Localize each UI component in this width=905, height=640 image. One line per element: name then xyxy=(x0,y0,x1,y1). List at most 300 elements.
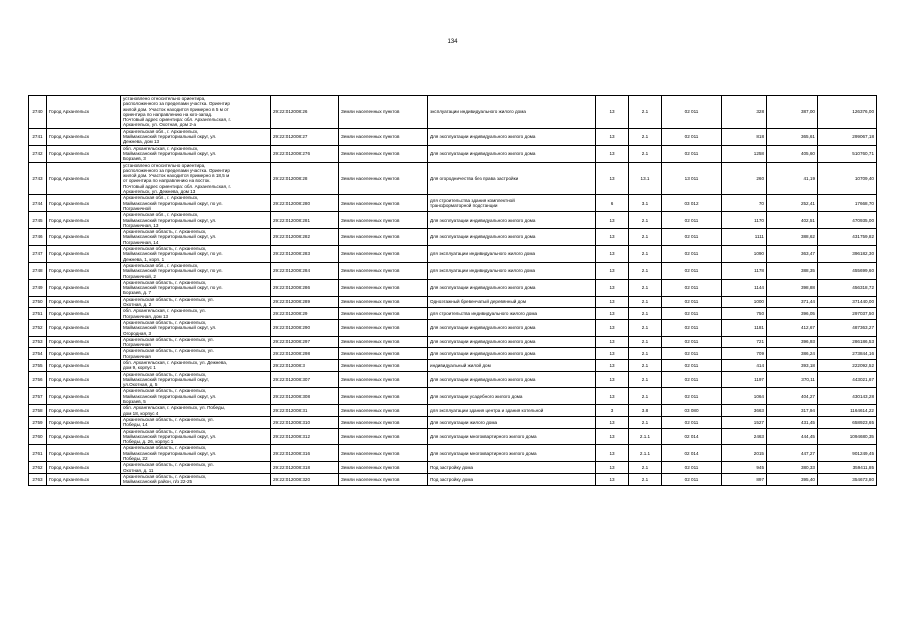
table-row xyxy=(29,445,877,462)
group-cell: 2.1 xyxy=(629,462,662,474)
table-row xyxy=(29,195,877,212)
address-line: Победы, д. 26, корпус 1 xyxy=(123,439,174,445)
specific-value-cell: 396,05 xyxy=(767,308,818,320)
kod-cell: 02 014 xyxy=(662,445,722,462)
specific-value-cell: 317,94 xyxy=(767,405,818,417)
address-cell xyxy=(121,246,271,263)
cadastral-value-cell: 299067,18 xyxy=(818,128,877,145)
land-category-cell: Земли населенных пунктов xyxy=(339,145,428,162)
address-cell xyxy=(121,371,271,388)
cadastral-number-cell: 29:22:012008:318 xyxy=(271,462,339,474)
kod-cell: 02 011 xyxy=(662,128,722,145)
address-line: дом 18, корпус 4 xyxy=(123,410,159,416)
specific-value-cell: 41,19 xyxy=(767,162,818,195)
kod-cell: 13 011 xyxy=(662,162,722,195)
cadastral-number-cell: 29:22:012008:298 xyxy=(271,348,339,360)
land-category-cell: Земли населенных пунктов xyxy=(339,319,428,336)
address-line: Архангельская обл., г. Архангельск, xyxy=(123,262,199,268)
locality-cell: Город Архангельск xyxy=(47,246,121,263)
permitted-use-cell: Под застройку дома xyxy=(428,473,596,485)
address-line: Победы, 14 xyxy=(123,422,148,428)
specific-value-cell: 363,47 xyxy=(767,246,818,263)
address-line: обл. Архангельская, г. Архангельск, ул. Победы, xyxy=(123,405,226,411)
specific-value-cell: 380,33 xyxy=(767,462,818,474)
land-category-cell: Земли населенных пунктов xyxy=(339,128,428,145)
cadastral-number-cell: 29:22:012008:282 xyxy=(271,229,339,246)
cadastral-value-cell: 17668,70 xyxy=(818,195,877,212)
address-line: Архангельская область, г. Архангельск, xyxy=(123,445,207,451)
locality-cell: Город Архангельск xyxy=(47,162,121,195)
use-code-cell: 13 xyxy=(596,348,629,360)
land-category-cell: Земли населенных пунктов xyxy=(339,416,428,428)
land-category-cell: Земли населенных пунктов xyxy=(339,296,428,308)
address-cell xyxy=(121,128,271,145)
specific-value-cell: 431,45 xyxy=(767,416,818,428)
cadastral-number-cell: 29:22:012008:308 xyxy=(271,388,339,405)
use-code-cell: 13 xyxy=(596,416,629,428)
table-row xyxy=(29,359,877,371)
permitted-use-cell: Для эксплуатации индивидуального жилого дома xyxy=(428,212,596,229)
address-line: Архангельская область, г. Архангельск, xyxy=(123,428,207,434)
address-line: дом 9, корпус 1 xyxy=(123,365,156,371)
group-cell: 3.8 xyxy=(629,405,662,417)
land-register-table xyxy=(28,95,877,486)
row-number: 2752 xyxy=(29,319,47,336)
locality-cell: Город Архангельск xyxy=(47,212,121,229)
address-cell xyxy=(121,359,271,371)
address-line: Почтовый адрес ориентира: обл. Архангельская, г. xyxy=(123,117,231,123)
permitted-use-cell: Для огородничества без права застройки xyxy=(428,162,596,195)
table-row xyxy=(29,416,877,428)
address-line: Архангельская обл., г. Архангельск, xyxy=(123,128,199,134)
address-cell xyxy=(121,416,271,428)
specific-value-cell: 371,44 xyxy=(767,296,818,308)
land-category-cell: Земли населенных пунктов xyxy=(339,262,428,279)
cadastral-value-cell: 222092,52 xyxy=(818,359,877,371)
land-category-cell: Земли населенных пунктов xyxy=(339,388,428,405)
kod-cell: 02 011 xyxy=(662,308,722,320)
address-line: установлено относительно ориентира, xyxy=(123,162,206,168)
row-number: 2747 xyxy=(29,246,47,263)
land-category-cell: Земли населенных пунктов xyxy=(339,229,428,246)
use-code-cell: 13 xyxy=(596,371,629,388)
locality-cell: Город Архангельск xyxy=(47,145,121,162)
land-category-cell: Земли населенных пунктов xyxy=(339,162,428,195)
address-line: Архангельская область, г. Архангельск, ул. xyxy=(123,416,214,422)
use-code-cell: 13 xyxy=(596,279,629,296)
kod-cell: 02 011 xyxy=(662,246,722,263)
use-code-cell: 13 xyxy=(596,336,629,348)
address-cell xyxy=(121,473,271,485)
permitted-use-cell: Для эксплуатации индивидуального жилого дома xyxy=(428,371,596,388)
address-line: Архангельская обл., г. Архангельск, xyxy=(123,195,199,201)
table-body xyxy=(29,96,877,486)
cadastral-number-cell: 29:22:012008:3 xyxy=(271,359,339,371)
locality-cell: Город Архангельск xyxy=(47,371,121,388)
specific-value-cell: 444,45 xyxy=(767,428,818,445)
address-cell xyxy=(121,462,271,474)
row-number: 2757 xyxy=(29,388,47,405)
address-line: жилой дом. Участок находится примерно в 5 м от xyxy=(123,106,229,112)
cadastral-value-cell: 658923,65 xyxy=(818,416,877,428)
kod-cell: 02 011 xyxy=(662,212,722,229)
address-line: Маймаксанский территориальный округ, ул. xyxy=(123,134,217,140)
use-code-cell: 13 xyxy=(596,212,629,229)
land-category-cell: Земли населенных пунктов xyxy=(339,462,428,474)
land-category-cell: Земли населенных пунктов xyxy=(339,212,428,229)
specific-value-cell: 386,24 xyxy=(767,348,818,360)
table-row xyxy=(29,296,877,308)
table-row xyxy=(29,348,877,360)
kod-cell: 02 011 xyxy=(662,336,722,348)
permitted-use-cell: для эксплуатации здания центра и здания котельной xyxy=(428,405,596,417)
specific-value-cell: 388,62 xyxy=(767,229,818,246)
kod-cell: 02 011 xyxy=(662,145,722,162)
address-line: Охотная, д. 2 xyxy=(123,302,152,308)
kod-cell: 02 011 xyxy=(662,388,722,405)
group-cell: 2.1 xyxy=(629,348,662,360)
permitted-use-cell: эксплуатации индивидуального жилого дома xyxy=(428,96,596,129)
cadastral-number-cell: 29:22:012008:297 xyxy=(271,336,339,348)
permitted-use-cell: Для эксплуатации индивидуального жилого дома xyxy=(428,229,596,246)
area-cell: 1064 xyxy=(722,388,767,405)
address-cell xyxy=(121,212,271,229)
address-line: Огородная, 3 xyxy=(123,330,152,336)
use-code-cell: 13 xyxy=(596,162,629,195)
area-cell: 1258 xyxy=(722,145,767,162)
area-cell: 818 xyxy=(722,128,767,145)
cadastral-number-cell: 29:22:012008:286 xyxy=(271,279,339,296)
kod-cell: 02 011 xyxy=(662,296,722,308)
locality-cell: Город Архангельск xyxy=(47,296,121,308)
cadastral-number-cell: 29:22:012008:283 xyxy=(271,246,339,263)
locality-cell: Город Архангельск xyxy=(47,308,121,320)
address-line: Маймаксанский территориальный округ, по ул. xyxy=(123,200,223,206)
cadastral-number-cell: 29:22:012008:280 xyxy=(271,195,339,212)
table-row xyxy=(29,96,877,129)
use-code-cell: 13 xyxy=(596,428,629,445)
cadastral-number-cell: 29:22:012008:29 xyxy=(271,308,339,320)
row-number: 2743 xyxy=(29,162,47,195)
locality-cell: Город Архангельск xyxy=(47,279,121,296)
permitted-use-cell: Для эксплуатации индивидуального жилого дома xyxy=(428,336,596,348)
row-number: 2760 xyxy=(29,428,47,445)
specific-value-cell: 370,11 xyxy=(767,371,818,388)
address-line: Архангельская область, г. Архангельск, xyxy=(123,371,207,377)
address-line: Борзаев, 5 xyxy=(123,399,146,405)
locality-cell: Город Архангельск xyxy=(47,445,121,462)
land-category-cell: Земли населенных пунктов xyxy=(339,473,428,485)
area-cell: 1111 xyxy=(722,229,767,246)
cadastral-value-cell: 371440,00 xyxy=(818,296,877,308)
table-row xyxy=(29,262,877,279)
row-number: 2756 xyxy=(29,371,47,388)
row-number: 2762 xyxy=(29,462,47,474)
address-cell xyxy=(121,145,271,162)
address-line: Пограничной xyxy=(123,205,151,211)
group-cell: 2.1.1 xyxy=(629,428,662,445)
address-line: Маймаксанский территориальный округ, по ул. xyxy=(123,251,223,257)
use-code-cell: 13 xyxy=(596,128,629,145)
address-line: Архангельская область, г. Архангельск, ул. xyxy=(123,296,214,302)
address-line: Маймаксанский территориальный округ, ул. xyxy=(123,217,217,223)
cadastral-value-cell: 901249,45 xyxy=(818,445,877,462)
row-number: 2741 xyxy=(29,128,47,145)
area-cell: 750 xyxy=(722,308,767,320)
address-line: Пограничная, 13 xyxy=(123,222,159,228)
use-code-cell: 13 xyxy=(596,473,629,485)
address-line: Архангельская область, г. Архангельск, ул. xyxy=(123,348,214,354)
group-cell: 2.1 xyxy=(629,359,662,371)
use-code-cell: 13 xyxy=(596,296,629,308)
area-cell: 1144 xyxy=(722,279,767,296)
group-cell: 2.1 xyxy=(629,473,662,485)
address-line: обл. Архангельская, г. Архангельск, ул. xyxy=(123,308,206,314)
cadastral-value-cell: 1094680,35 xyxy=(818,428,877,445)
use-code-cell: 13 xyxy=(596,388,629,405)
specific-value-cell: 365,61 xyxy=(767,128,818,145)
cadastral-value-cell: 487363,27 xyxy=(818,319,877,336)
permitted-use-cell: Для эксплуатации индивидуального жилого дома xyxy=(428,319,596,336)
group-cell: 2.1 xyxy=(629,416,662,428)
locality-cell: Город Архангельск xyxy=(47,229,121,246)
area-cell: 1178 xyxy=(722,262,767,279)
locality-cell: Город Архангельск xyxy=(47,405,121,417)
cadastral-number-cell: 29:22:012008:28 xyxy=(271,162,339,195)
address-line: Дежнева, 1, корп. 1 xyxy=(123,256,165,262)
cadastral-number-cell: 29:22:012008:320 xyxy=(271,473,339,485)
table-row xyxy=(29,128,877,145)
locality-cell: Город Архангельск xyxy=(47,195,121,212)
use-code-cell: 13 xyxy=(596,262,629,279)
address-line: Архангельск, ул. Дежнева, дом 13 xyxy=(123,189,196,195)
locality-cell: Город Архангельск xyxy=(47,336,121,348)
address-cell xyxy=(121,428,271,445)
row-number: 2746 xyxy=(29,229,47,246)
area-cell: 2463 xyxy=(722,428,767,445)
permitted-use-cell: Одноэтажный бревенчатый деревянный дом xyxy=(428,296,596,308)
row-number: 2755 xyxy=(29,359,47,371)
group-cell: 2.1 xyxy=(629,296,662,308)
address-line: Маймаксанский территориальный округ, xyxy=(123,376,209,382)
cadastral-value-cell: 510760,71 xyxy=(818,145,877,162)
use-code-cell: 6 xyxy=(596,195,629,212)
page-number: 134 xyxy=(447,39,458,45)
specific-value-cell: 387,00 xyxy=(767,96,818,129)
address-line: расположенного за пределами участка. Ориентир xyxy=(123,167,230,173)
cadastral-value-cell: 443021,67 xyxy=(818,371,877,388)
permitted-use-cell: Для эксплуатации многоквартирного жилого дома xyxy=(428,445,596,462)
locality-cell: Город Архангельск xyxy=(47,359,121,371)
permitted-use-cell: Для эксплуатации усадебного жилого дома xyxy=(428,388,596,405)
locality-cell: Город Архангельск xyxy=(47,348,121,360)
address-line: Борзаев, д. 7 xyxy=(123,290,152,296)
address-line: расположенного за пределами участка. Ориентир xyxy=(123,101,230,107)
kod-cell: 02 011 xyxy=(662,262,722,279)
land-category-cell: Земли населенных пунктов xyxy=(339,195,428,212)
address-line: Пограничная, дом 13 xyxy=(123,313,169,319)
row-number: 2749 xyxy=(29,279,47,296)
address-line: Архангельская область, г. Архангельск, ул. xyxy=(123,462,214,468)
table-row xyxy=(29,473,877,485)
cadastral-value-cell: 10709,40 xyxy=(818,162,877,195)
kod-cell: 02 011 xyxy=(662,462,722,474)
cadastral-number-cell: 29:22:012008:284 xyxy=(271,262,339,279)
use-code-cell: 13 xyxy=(596,445,629,462)
permitted-use-cell: для эксплуатации индивидуального жилого дома xyxy=(428,246,596,263)
row-number: 2744 xyxy=(29,195,47,212)
cadastral-value-cell: 456318,72 xyxy=(818,279,877,296)
kod-cell: 03 080 xyxy=(662,405,722,417)
use-code-cell: 13 xyxy=(596,229,629,246)
specific-value-cell: 388,35 xyxy=(767,262,818,279)
cadastral-number-cell: 29:22:012008:26 xyxy=(271,96,339,129)
locality-cell: Город Архангельск xyxy=(47,388,121,405)
row-number: 2754 xyxy=(29,348,47,360)
table-row xyxy=(29,405,877,417)
group-cell: 3.1 xyxy=(629,195,662,212)
use-code-cell: 13 xyxy=(596,462,629,474)
locality-cell: Город Архангельск xyxy=(47,428,121,445)
kod-cell: 02 011 xyxy=(662,319,722,336)
table-row xyxy=(29,462,877,474)
cadastral-value-cell: 273844,16 xyxy=(818,348,877,360)
address-line: Маймаксанский район, п/з 22-25 xyxy=(123,479,193,485)
area-cell: 328 xyxy=(722,96,767,129)
land-category-cell: Земли населенных пунктов xyxy=(339,359,428,371)
kod-cell: 02 011 xyxy=(662,416,722,428)
address-line: Победы, 22 xyxy=(123,456,148,462)
land-category-cell: Земли населенных пунктов xyxy=(339,279,428,296)
address-line: Маймаксанский территориальный округ, ул. xyxy=(123,393,217,399)
land-category-cell: Земли населенных пунктов xyxy=(339,246,428,263)
use-code-cell: 13 xyxy=(596,96,629,129)
address-line: ул.Охотная, д. 5 xyxy=(123,382,158,388)
address-line: Охотная, д. 11 xyxy=(123,467,154,473)
table-row xyxy=(29,229,877,246)
cadastral-value-cell: 354673,80 xyxy=(818,473,877,485)
permitted-use-cell: Под застройку дома xyxy=(428,462,596,474)
row-number: 2742 xyxy=(29,145,47,162)
cadastral-value-cell: 297037,50 xyxy=(818,308,877,320)
locality-cell: Город Архангельск xyxy=(47,96,121,129)
kod-cell: 02 014 xyxy=(662,428,722,445)
locality-cell: Город Архангельск xyxy=(47,473,121,485)
address-line: Борзаев, 3 xyxy=(123,156,146,162)
table-row xyxy=(29,212,877,229)
table-row xyxy=(29,145,877,162)
row-number: 2745 xyxy=(29,212,47,229)
cadastral-number-cell: 29:22:012008:31 xyxy=(271,405,339,417)
row-number: 2750 xyxy=(29,296,47,308)
address-cell xyxy=(121,319,271,336)
row-number: 2740 xyxy=(29,96,47,129)
permitted-use-cell: для строительства индивидуального жилого дома xyxy=(428,308,596,320)
address-line: Пограничная xyxy=(123,353,151,359)
address-line: Маймаксанский территориальный округ, ул. xyxy=(123,234,217,240)
group-cell: 2.1 xyxy=(629,246,662,263)
permitted-use-line: для строительства здания комплектной xyxy=(430,198,515,204)
address-cell xyxy=(121,229,271,246)
specific-value-cell: 393,18 xyxy=(767,359,818,371)
address-line: Пограничная xyxy=(123,342,151,348)
permitted-use-cell: Для эксплуатации индивидуального жилого дома xyxy=(428,348,596,360)
cadastral-number-cell: 29:22:012008:307 xyxy=(271,371,339,388)
cadastral-value-cell: 359411,85 xyxy=(818,462,877,474)
specific-value-cell: 395,40 xyxy=(767,473,818,485)
address-line: Пограничная, 14 xyxy=(123,239,159,245)
address-cell xyxy=(121,162,271,195)
address-line: Архангельск, ул. Охотная, дом 2-а xyxy=(123,122,197,128)
address-cell xyxy=(121,195,271,212)
land-category-cell: Земли населенных пунктов xyxy=(339,308,428,320)
cadastral-value-cell: 1164614,22 xyxy=(818,405,877,417)
group-cell: 2.1 xyxy=(629,212,662,229)
cadastral-number-cell: 29:22:012008:290 xyxy=(271,319,339,336)
address-cell xyxy=(121,348,271,360)
kod-cell: 02 011 xyxy=(662,473,722,485)
cadastral-value-cell: 455699,60 xyxy=(818,262,877,279)
use-code-cell: 13 xyxy=(596,246,629,263)
address-cell xyxy=(121,296,271,308)
address-line: Маймаксанский территориальный округ, ул. xyxy=(123,450,217,456)
address-cell xyxy=(121,96,271,129)
cadastral-value-cell: 126376,00 xyxy=(818,96,877,129)
area-cell: 70 xyxy=(722,195,767,212)
kod-cell: 02 011 xyxy=(662,371,722,388)
group-cell: 13.1 xyxy=(629,162,662,195)
group-cell: 2.1 xyxy=(629,96,662,129)
kod-cell: 02 011 xyxy=(662,229,722,246)
address-cell xyxy=(121,279,271,296)
table-row xyxy=(29,336,877,348)
kod-cell: 02 011 xyxy=(662,279,722,296)
group-cell: 2.1 xyxy=(629,388,662,405)
row-number: 2748 xyxy=(29,262,47,279)
cadastral-value-cell: 286186,53 xyxy=(818,336,877,348)
cadastral-number-cell: 29:22:012008:276 xyxy=(271,145,339,162)
address-line: Архангельская обл., г. Архангельск, xyxy=(123,212,199,218)
table-row xyxy=(29,246,877,263)
land-category-cell: Земли населенных пунктов xyxy=(339,96,428,129)
specific-value-cell: 412,67 xyxy=(767,319,818,336)
permitted-use-cell: Для эксплуатации индивидуального жилого дома xyxy=(428,279,596,296)
address-line: обл. Архангельская, г. Архангельск, ул. Дежнева, xyxy=(123,359,228,365)
group-cell: 2.1 xyxy=(629,308,662,320)
group-cell: 2.1 xyxy=(629,279,662,296)
specific-value-cell: 404,27 xyxy=(767,388,818,405)
permitted-use-cell: индивидуальный жилой дом xyxy=(428,359,596,371)
address-line: Архангельская область, г. Архангельск, xyxy=(123,473,207,479)
permitted-use-cell: Для эксплуатации многоквартирного жилого дома xyxy=(428,428,596,445)
use-code-cell: 13 xyxy=(596,145,629,162)
area-cell: 1181 xyxy=(722,319,767,336)
address-line: Дежнева, дом 13 xyxy=(123,139,160,145)
locality-cell: Город Архангельск xyxy=(47,128,121,145)
address-cell xyxy=(121,388,271,405)
row-number: 2758 xyxy=(29,405,47,417)
permitted-use-cell: Для эксплуатации индивидуального жилого дома xyxy=(428,145,596,162)
kod-cell: 02 011 xyxy=(662,348,722,360)
address-line: Маймаксанский территориальный округ, ул. xyxy=(123,150,217,156)
land-category-cell: Земли населенных пунктов xyxy=(339,336,428,348)
area-cell: 1090 xyxy=(722,246,767,263)
area-cell: 1527 xyxy=(722,416,767,428)
address-cell xyxy=(121,405,271,417)
row-number: 2759 xyxy=(29,416,47,428)
kod-cell: 03 012 xyxy=(662,195,722,212)
address-line: жилой дом. Участок находится примерно в 18,5 м xyxy=(123,173,230,179)
